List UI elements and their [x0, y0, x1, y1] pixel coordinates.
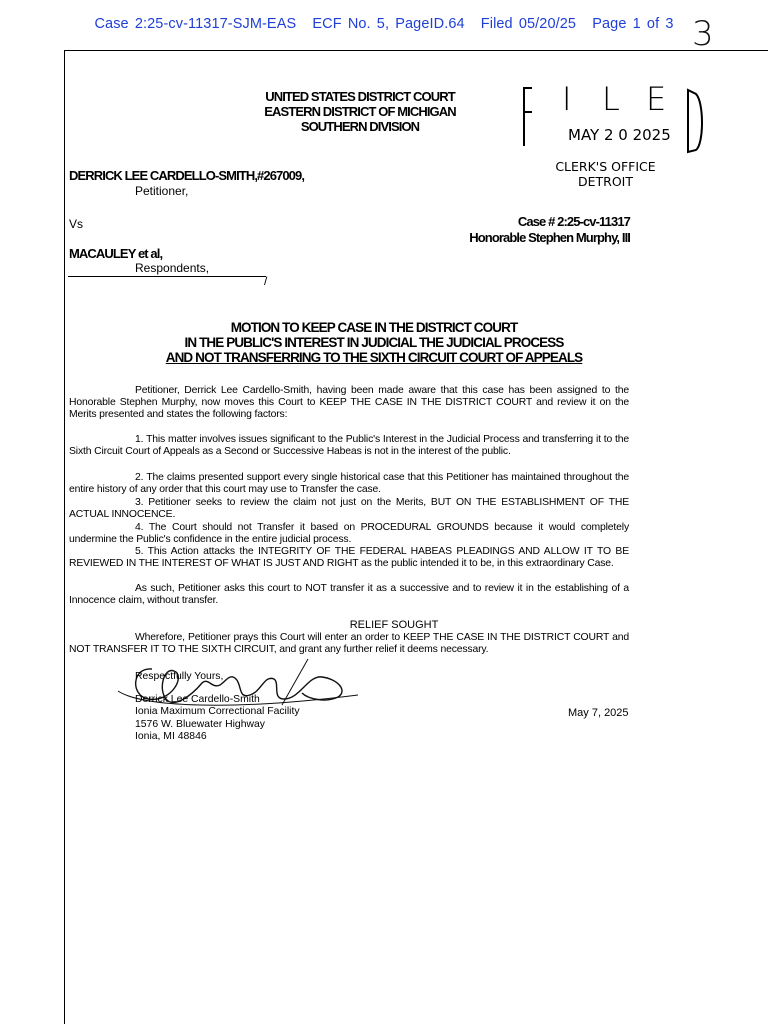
petitioner-role: Petitioner, — [135, 184, 189, 198]
clerk-office — [548, 159, 663, 189]
stamp-letter: E — [646, 80, 667, 118]
clerk-office-line2: DETROIT — [577, 174, 633, 189]
factor-paragraph-1: 1. This matter involves issues significant to the Public's Interest in the Judicial Process and transferring it to the Sixth Circuit Court of Appeals as a Second or Successive Habeas is not in the interest of the public. — [69, 434, 629, 457]
ecf-filed-date: Filed 05/20/25 — [480, 16, 577, 32]
motion-title-line2: IN THE PUBLIC'S INTEREST IN JUDICIAL THE JUDICIAL PROCESS — [184, 335, 564, 350]
ecf-header — [0, 16, 768, 32]
court-name: UNITED STATES DISTRICT COURT — [265, 89, 455, 104]
stamp-letter: I — [562, 80, 572, 118]
judge-name: Honorable Stephen Murphy, III — [469, 230, 630, 245]
signature-block — [135, 671, 300, 744]
stamp-letter: L — [602, 80, 620, 118]
signature-closing: Respectfully Yours, — [135, 671, 224, 682]
request-paragraph: As such, Petitioner asks this court to NOT transfer it as a successive and to review it in the establishing of a Innocence claim, without transfer. — [69, 583, 629, 606]
ecf-page-id: ECF No. 5, PageID.64 — [312, 16, 465, 32]
signer-address: 1576 W. Bluewater Highway — [135, 718, 265, 730]
caption-slash: / — [264, 274, 268, 288]
motion-title-line3: AND NOT TRANSFERRING TO THE SIXTH CIRCUIT COURT OF APPEALS — [165, 350, 583, 365]
page-top-border — [64, 50, 768, 51]
signer-facility: Ionia Maximum Correctional Facility — [135, 706, 300, 718]
filed-stamp-date: MAY 2 0 2025 — [568, 126, 671, 144]
handwritten-doc-number: 3 — [692, 14, 714, 54]
respondents-name: MACAULEY et al, — [69, 246, 163, 261]
court-district: EASTERN DISTRICT OF MICHIGAN — [264, 104, 456, 119]
page-left-border — [64, 50, 65, 1024]
signer-name: Derrick Lee Cardello-Smith — [135, 693, 260, 705]
case-number: Case # 2:25-cv-11317 — [517, 214, 630, 229]
signer-city: Ionia, MI 48846 — [135, 731, 207, 743]
factor-paragraph-5: 5. This Action attacks the INTEGRITY OF THE FEDERAL HABEAS PLEADINGS AND ALLOW IT TO BE REVIEWED IN THE INTEREST OF WHAT IS JUST AND RIGHT as the public intended it to be, in this extraordinary Case. — [69, 546, 629, 569]
ecf-page-count: Page 1 of 3 — [592, 16, 674, 32]
signature-date: May 7, 2025 — [568, 707, 629, 719]
clerk-office-line1: CLERK'S OFFICE — [555, 159, 656, 174]
relief-heading: RELIEF SOUGHT — [349, 619, 439, 631]
versus-label: Vs — [69, 217, 84, 231]
motion-title — [110, 320, 638, 365]
ecf-case-number: Case 2:25-cv-11317-SJM-EAS — [94, 16, 297, 32]
factor-paragraph-2: 2. The claims presented support every single historical case that this Petitioner has maintained throughout the entire history of any order that this court may use to Transfer the case. — [69, 472, 629, 495]
caption-underline — [68, 276, 266, 277]
court-heading — [195, 89, 525, 134]
motion-title-line1: MOTION TO KEEP CASE IN THE DISTRICT COURT — [230, 320, 518, 335]
factor-paragraph-4: 4. The Court should not Transfer it based on PROCEDURAL GROUNDS because it would completely undermine the Public's confidence in the entire judicial process. — [69, 522, 629, 545]
court-division: SOUTHERN DIVISION — [300, 119, 420, 134]
filed-stamp — [518, 82, 708, 160]
relief-paragraph: Wherefore, Petitioner prays this Court will enter an order to KEEP THE CASE IN THE DISTRICT COURT and NOT TRANSFER IT TO THE SIXTH CIRCUIT, and grant any further relief it deems necessary. — [69, 632, 629, 655]
intro-paragraph: Petitioner, Derrick Lee Cardello-Smith, having been made aware that this case has been assigned to the Honorable Stephen Murphy, now moves this Court to KEEP THE CASE IN THE DISTRICT COURT and review it on the Merits presented and states the following factors: — [69, 385, 629, 420]
factor-paragraph-3: 3. Petitioner seeks to review the claim not just on the Merits, BUT ON THE ESTABLISHMENT OF THE ACTUAL INNOCENCE. — [69, 497, 629, 520]
respondents-role: Respondents, — [135, 261, 210, 275]
petitioner-name: DERRICK LEE CARDELLO-SMITH,#267009, — [69, 168, 305, 183]
